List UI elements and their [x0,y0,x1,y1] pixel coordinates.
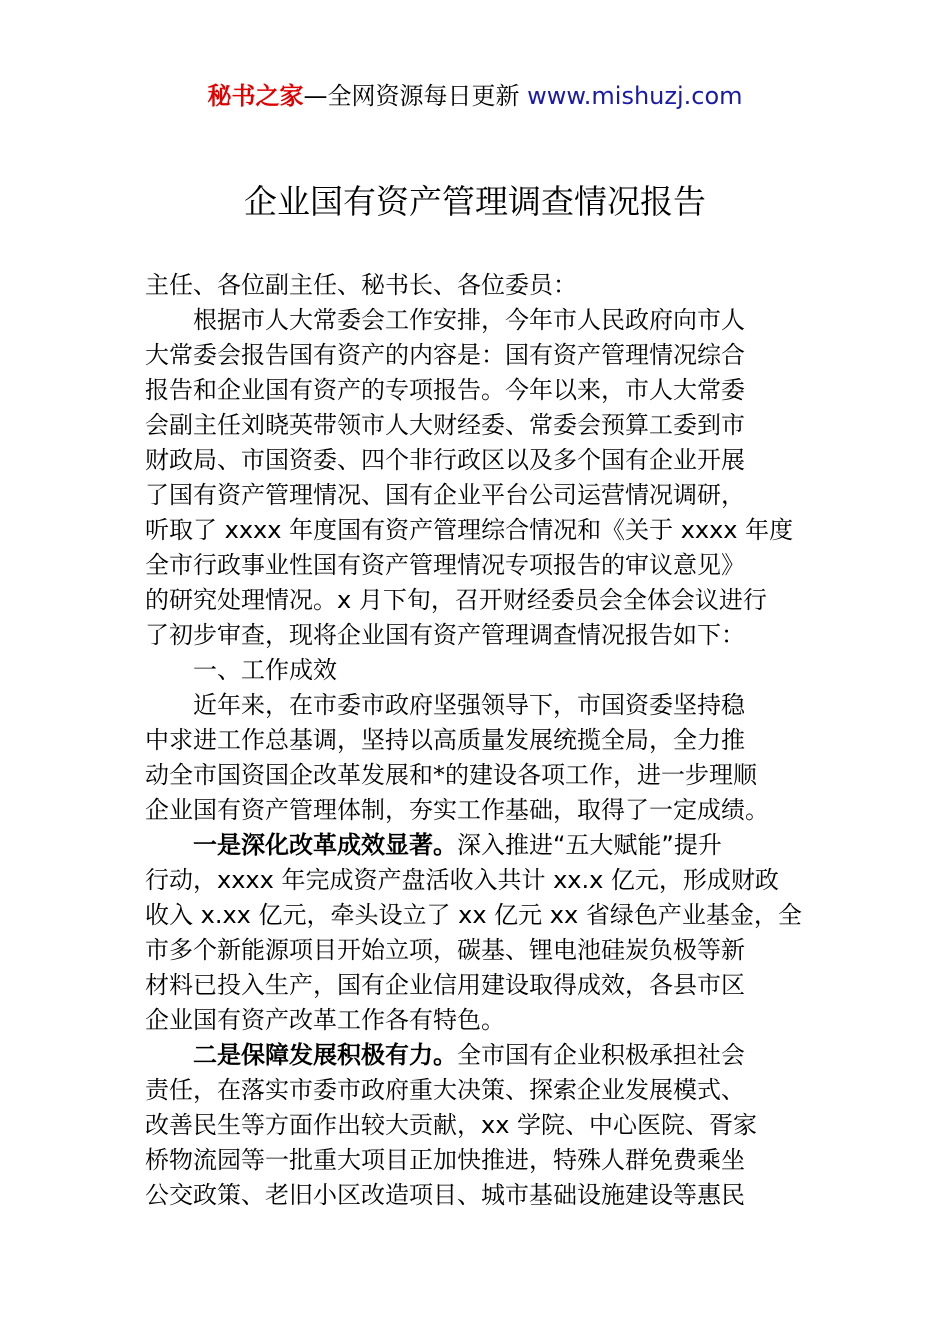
site-brand: 秘书之家 [207,82,304,110]
line-text: 报告和企业国有资产的专项报告。今年以来，市人大常委 [145,376,745,404]
site-url-link[interactable]: www.mishuzj.com [527,82,743,110]
text-line [145,268,810,303]
text-line [145,1178,810,1213]
bold-lead-phrase: 一是深化改革成效显著。 [193,831,457,859]
line-text: 全市国有企业积极承担社会 [457,1041,745,1069]
text-line [145,933,810,968]
line-text: 动全市国资国企改革发展和*的建设各项工作，进一步理顺 [145,761,757,789]
line-text: 近年来，在市委市政府坚强领导下，市国资委坚持稳 [193,691,745,719]
line-text: 了国有资产管理情况、国有企业平台公司运营情况调研， [145,481,745,509]
line-text: 桥物流园等一批重大项目正加快推进，特殊人群免费乘坐 [145,1146,745,1174]
text-line [145,863,810,898]
line-text: 一、工作成效 [193,656,337,684]
text-line [145,968,810,1003]
line-text: 公交政策、老旧小区改造项目、城市基础设施建设等惠民 [145,1181,745,1209]
text-line [145,303,810,338]
text-line [145,723,810,758]
text-line [145,1143,810,1178]
text-line [145,828,810,863]
line-text: 了初步审查，现将企业国有资产管理调查情况报告如下： [145,621,745,649]
document-body [145,268,810,1213]
text-line [145,653,810,688]
line-text: 企业国有资产管理体制，夯实工作基础，取得了一定成绩。 [145,796,769,824]
site-tagline: —全网资源每日更新 [303,82,528,110]
line-text: 大常委会报告国有资产的内容是：国有资产管理情况综合 [145,341,745,369]
line-text: 主任、各位副主任、秘书长、各位委员： [145,271,577,299]
text-line [145,793,810,828]
document-title: 企业国有资产管理调查情况报告 [244,182,706,221]
text-line [145,583,810,618]
bold-lead-phrase: 二是保障发展积极有力。 [193,1041,457,1069]
line-text: 企业国有资产改革工作各有特色。 [145,1006,505,1034]
site-header [0,80,950,112]
text-line [145,1108,810,1143]
line-text: 深入推进“五大赋能”提升 [457,831,722,859]
line-text: 会副主任刘晓英带领市人大财经委、常委会预算工委到市 [145,411,745,439]
line-text: 行动，xxxx 年完成资产盘活收入共计 xx.x 亿元，形成财政 [145,866,779,894]
text-line [145,338,810,373]
line-text: 责任，在落实市委市政府重大决策、探索企业发展模式、 [145,1076,745,1104]
line-text: 中求进工作总基调，坚持以高质量发展统揽全局，全力推 [145,726,745,754]
text-line [145,373,810,408]
text-line [145,408,810,443]
text-line [145,478,810,513]
text-line [145,898,810,933]
line-text: 的研究处理情况。x 月下旬，召开财经委员会全体会议进行 [145,586,767,614]
line-text: 听取了 xxxx 年度国有资产管理综合情况和《关于 xxxx 年度 [145,516,794,544]
line-text: 全市行政事业性国有资产管理情况专项报告的审议意见》 [145,551,745,579]
text-line [145,513,810,548]
text-line [145,1003,810,1038]
text-line [145,688,810,723]
line-text: 市多个新能源项目开始立项，碳基、锂电池硅炭负极等新 [145,936,745,964]
line-text: 材料已投入生产，国有企业信用建设取得成效，各县市区 [145,971,745,999]
text-line [145,758,810,793]
text-line [145,618,810,653]
text-line [145,443,810,478]
line-text: 改善民生等方面作出较大贡献，xx 学院、中心医院、胥家 [145,1111,758,1139]
text-line [145,1038,810,1073]
line-text: 收入 x.xx 亿元，牵头设立了 xx 亿元 xx 省绿色产业基金，全 [145,901,802,929]
line-text: 根据市人大常委会工作安排，今年市人民政府向市人 [193,306,745,334]
text-line [145,548,810,583]
line-text: 财政局、市国资委、四个非行政区以及多个国有企业开展 [145,446,745,474]
text-line [145,1073,810,1108]
